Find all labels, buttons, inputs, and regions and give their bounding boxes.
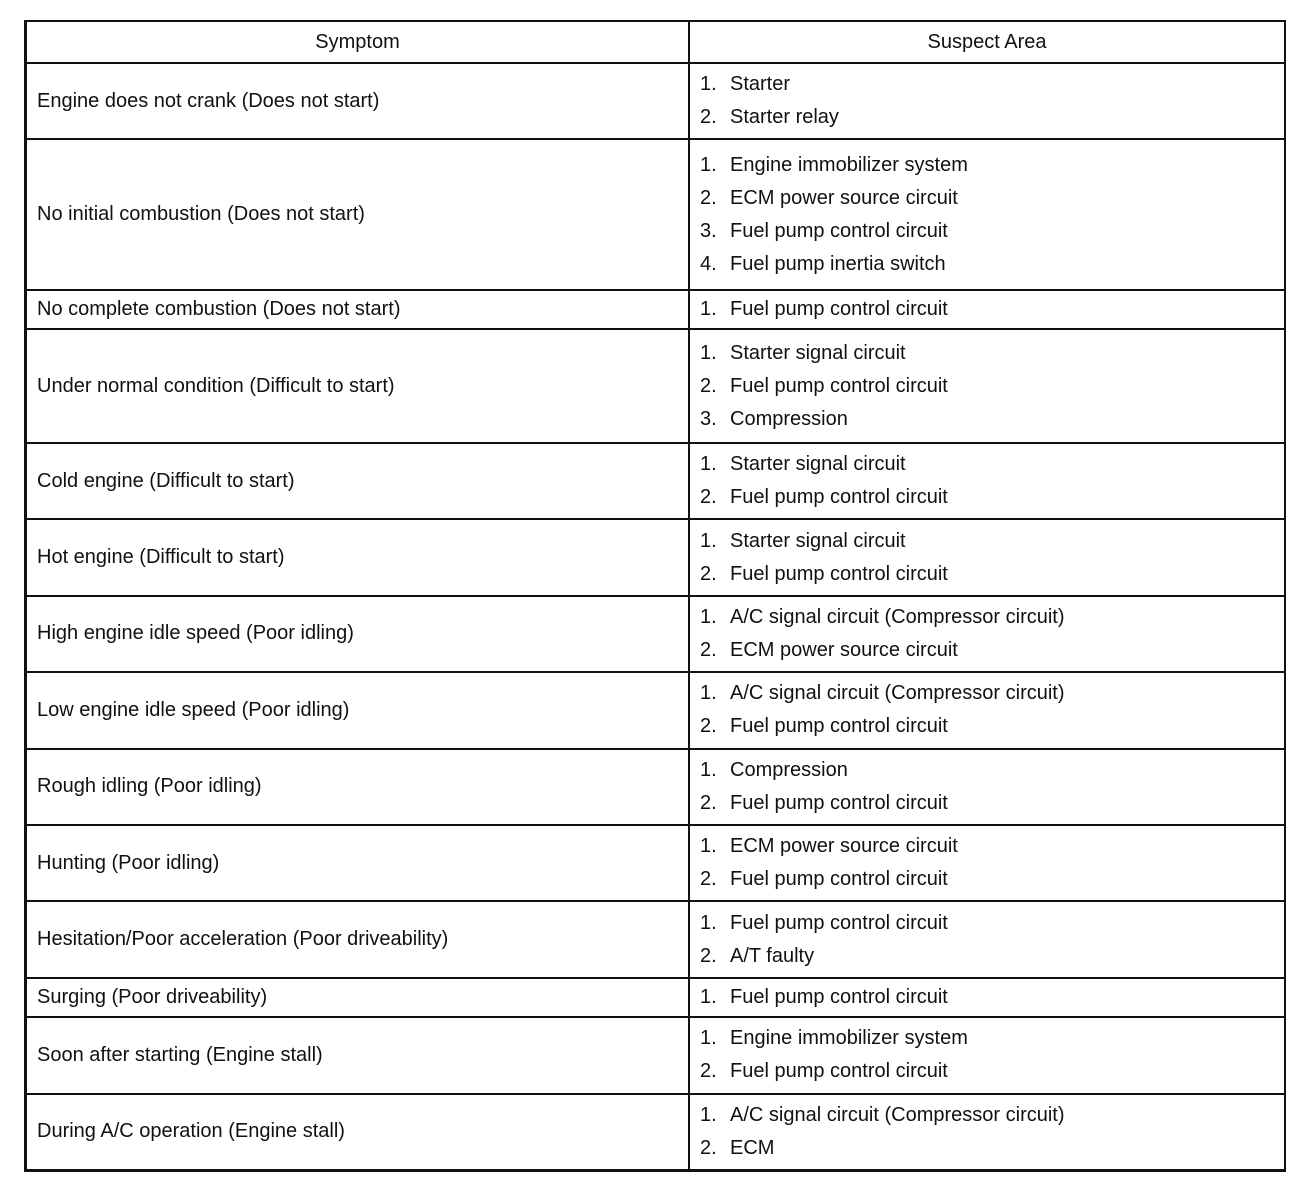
suspect-area-item	[700, 677, 1284, 710]
symptom-cell: Soon after starting (Engine stall)	[27, 1017, 689, 1093]
suspect-area-item	[700, 907, 1284, 940]
item-text: Fuel pump control circuit	[730, 219, 948, 242]
item-text: ECM power source circuit	[730, 638, 958, 661]
table-row	[27, 596, 1284, 672]
suspect-area-cell	[689, 825, 1284, 901]
item-number: 1.	[700, 73, 717, 96]
item-number: 1.	[700, 529, 717, 552]
item-text: Fuel pump control circuit	[730, 374, 948, 397]
suspect-area-item	[700, 101, 1284, 134]
item-text: Fuel pump control circuit	[730, 298, 948, 321]
item-number: 1.	[700, 605, 717, 628]
suspect-area-item	[700, 448, 1284, 481]
item-number: 2.	[700, 715, 717, 738]
suspect-area-item	[700, 1132, 1284, 1165]
item-number: 1.	[700, 453, 717, 476]
item-text: A/C signal circuit (Compressor circuit)	[730, 605, 1065, 628]
symptom-cell: High engine idle speed (Poor idling)	[27, 596, 689, 672]
item-text: A/C signal circuit (Compressor circuit)	[730, 682, 1065, 705]
symptom-cell: Low engine idle speed (Poor idling)	[27, 672, 689, 748]
table-row	[27, 1094, 1284, 1169]
symptom-table-container	[24, 20, 1286, 1172]
suspect-area-cell	[689, 519, 1284, 595]
suspect-area-item	[700, 68, 1284, 101]
item-number: 2.	[700, 106, 717, 129]
suspect-area-item	[700, 1099, 1284, 1132]
item-number: 1.	[700, 298, 717, 321]
suspect-area-item	[700, 215, 1284, 248]
suspect-area-item	[700, 1022, 1284, 1055]
item-text: Starter signal circuit	[730, 453, 906, 476]
table-row	[27, 519, 1284, 595]
suspect-area-cell	[689, 749, 1284, 825]
item-number: 1.	[700, 1027, 717, 1050]
suspect-area-item	[700, 182, 1284, 215]
item-number: 1.	[700, 985, 717, 1008]
suspect-area-cell	[689, 672, 1284, 748]
suspect-area-item	[700, 863, 1284, 896]
item-text: ECM	[730, 1136, 775, 1159]
suspect-area-item	[700, 149, 1284, 182]
suspect-area-item	[700, 370, 1284, 403]
table-row	[27, 443, 1284, 519]
suspect-area-item	[700, 787, 1284, 820]
item-number: 3.	[700, 407, 717, 430]
suspect-area-item	[700, 634, 1284, 667]
item-text: Fuel pump control circuit	[730, 868, 948, 891]
suspect-area-cell	[689, 596, 1284, 672]
item-text: Starter relay	[730, 106, 839, 129]
table-header-row	[27, 22, 1284, 63]
symptom-cell: No complete combustion (Does not start)	[27, 290, 689, 329]
suspect-area-item	[700, 558, 1284, 591]
item-number: 2.	[700, 486, 717, 509]
suspect-area-cell	[689, 1094, 1284, 1169]
suspect-area-item	[700, 525, 1284, 558]
suspect-area-item	[700, 981, 1284, 1014]
item-text: Compression	[730, 407, 848, 430]
suspect-area-cell	[689, 443, 1284, 519]
item-number: 2.	[700, 562, 717, 585]
item-number: 2.	[700, 944, 717, 967]
item-text: Fuel pump control circuit	[730, 791, 948, 814]
item-number: 2.	[700, 186, 717, 209]
table-row	[27, 139, 1284, 290]
column-header-symptom: Symptom	[27, 22, 689, 63]
item-text: Starter signal circuit	[730, 529, 906, 552]
suspect-area-item	[700, 1055, 1284, 1088]
table-row	[27, 978, 1284, 1017]
item-text: Fuel pump control circuit	[730, 486, 948, 509]
symptom-cell: No initial combustion (Does not start)	[27, 139, 689, 290]
table-row	[27, 749, 1284, 825]
suspect-area-cell	[689, 63, 1284, 139]
suspect-area-cell	[689, 978, 1284, 1017]
table-row	[27, 1017, 1284, 1093]
suspect-area-item	[700, 248, 1284, 281]
symptom-cell: Cold engine (Difficult to start)	[27, 443, 689, 519]
suspect-area-item	[700, 754, 1284, 787]
suspect-area-item	[700, 403, 1284, 436]
item-text: Fuel pump control circuit	[730, 562, 948, 585]
symptom-cell: Rough idling (Poor idling)	[27, 749, 689, 825]
symptom-cell: Surging (Poor driveability)	[27, 978, 689, 1017]
table-row	[27, 63, 1284, 139]
suspect-area-cell	[689, 139, 1284, 290]
item-text: Starter signal circuit	[730, 341, 906, 364]
item-number: 1.	[700, 341, 717, 364]
item-text: A/T faulty	[730, 944, 815, 967]
item-number: 1.	[700, 911, 717, 934]
item-text: Fuel pump inertia switch	[730, 252, 946, 275]
symptom-cell: Hot engine (Difficult to start)	[27, 519, 689, 595]
item-text: Fuel pump control circuit	[730, 715, 948, 738]
item-text: ECM power source circuit	[730, 835, 958, 858]
item-number: 4.	[700, 252, 717, 275]
suspect-area-cell	[689, 1017, 1284, 1093]
suspect-area-item	[700, 337, 1284, 370]
item-text: Starter	[730, 73, 791, 96]
item-text: Fuel pump control circuit	[730, 985, 948, 1008]
item-number: 1.	[700, 682, 717, 705]
suspect-area-cell	[689, 901, 1284, 977]
suspect-area-item	[700, 830, 1284, 863]
symptom-cell: Hesitation/Poor acceleration (Poor driveability)	[27, 901, 689, 977]
item-number: 1.	[700, 835, 717, 858]
symptom-cell: Under normal condition (Difficult to start)	[27, 329, 689, 443]
item-number: 3.	[700, 219, 717, 242]
item-number: 1.	[700, 758, 717, 781]
column-header-suspect-area: Suspect Area	[689, 22, 1284, 63]
item-text: ECM power source circuit	[730, 186, 958, 209]
item-number: 2.	[700, 1136, 717, 1159]
table-row	[27, 901, 1284, 977]
item-number: 2.	[700, 791, 717, 814]
symptom-cell: Hunting (Poor idling)	[27, 825, 689, 901]
item-number: 2.	[700, 868, 717, 891]
symptom-table	[27, 22, 1284, 1169]
item-number: 1.	[700, 153, 717, 176]
item-text: Fuel pump control circuit	[730, 1060, 948, 1083]
item-text: Fuel pump control circuit	[730, 911, 948, 934]
item-text: Engine immobilizer system	[730, 1027, 968, 1050]
item-number: 2.	[700, 374, 717, 397]
table-row	[27, 672, 1284, 748]
table-row	[27, 329, 1284, 443]
table-body	[27, 63, 1284, 1169]
item-text: Engine immobilizer system	[730, 153, 968, 176]
item-number: 2.	[700, 1060, 717, 1083]
suspect-area-item	[700, 940, 1284, 973]
item-text: A/C signal circuit (Compressor circuit)	[730, 1103, 1065, 1126]
item-text: Compression	[730, 758, 848, 781]
suspect-area-cell	[689, 290, 1284, 329]
suspect-area-item	[700, 481, 1284, 514]
suspect-area-cell	[689, 329, 1284, 443]
suspect-area-item	[700, 601, 1284, 634]
suspect-area-item	[700, 293, 1284, 326]
item-number: 2.	[700, 638, 717, 661]
table-row	[27, 290, 1284, 329]
symptom-cell: During A/C operation (Engine stall)	[27, 1094, 689, 1169]
symptom-cell: Engine does not crank (Does not start)	[27, 63, 689, 139]
item-number: 1.	[700, 1103, 717, 1126]
suspect-area-item	[700, 710, 1284, 743]
table-row	[27, 825, 1284, 901]
